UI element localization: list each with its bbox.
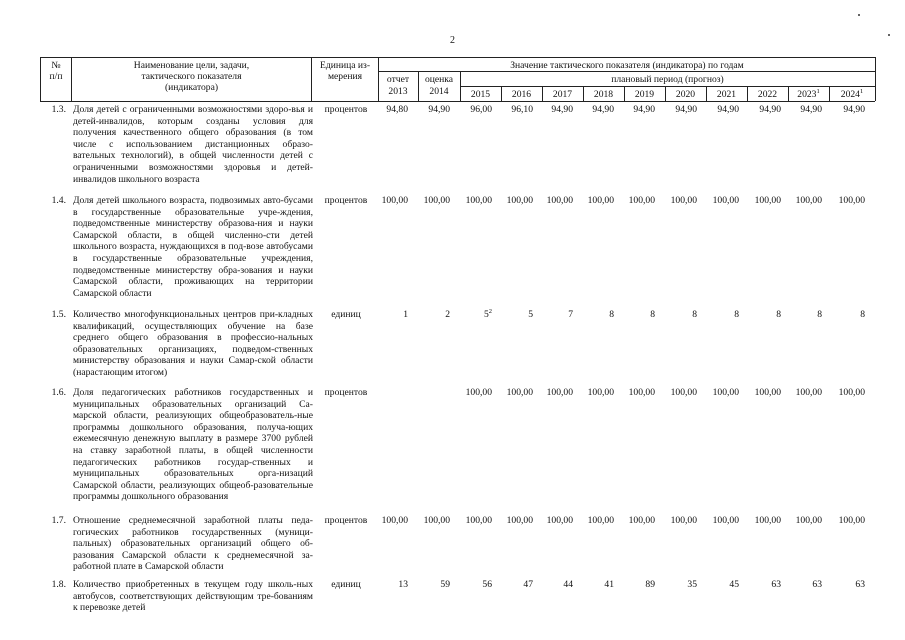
row-number: 1.8. xyxy=(51,579,66,590)
value-2017: 100,00 xyxy=(546,387,573,398)
header-year-2020: 2020 xyxy=(675,89,696,100)
value-2022: 63 xyxy=(771,579,781,590)
value-2017: 94,90 xyxy=(551,104,573,115)
value-2013: 13 xyxy=(398,579,408,590)
header-year-2022: 2022 xyxy=(757,89,778,100)
value-2016: 96,10 xyxy=(511,104,533,115)
indicator-name: Количество приобретенных в текущем году школь-ных автобусов, соответствующих действующим тре-бованиям к перевозке детей xyxy=(73,579,313,614)
value-2024: 100,00 xyxy=(838,195,865,206)
row-number: 1.3. xyxy=(51,104,66,115)
value-2023: 100,00 xyxy=(795,195,822,206)
table-top-border xyxy=(40,57,875,58)
header-year-2017: 2017 xyxy=(552,89,573,100)
value-2020: 100,00 xyxy=(670,195,697,206)
indicator-name: Доля детей школьного возраста, подвозимых авто-бусами в государственные образовательные учре-ждения, подведомственные министерству образова-ния и науки Самарской области, в общей численно-сти детей школьного возраста, нуждающихся в под-возе автобусами в государственные образовательные учреждения, подведомственные министерству обра-зования и науки Самарской области, проживающих на территории Самарской области xyxy=(73,195,313,299)
value-2021: 45 xyxy=(729,579,739,590)
header-unit: Единица из- мерения xyxy=(319,60,371,82)
header-divider xyxy=(71,57,72,101)
header-values-by-year: Значение тактического показателя (индикатора) по годам xyxy=(510,60,744,71)
indicator-unit: процентов xyxy=(324,195,368,206)
value-2016: 47 xyxy=(523,579,533,590)
indicator-name: Отношение среднемесячной заработной платы педа-гогических работников государственных (муници-пальных) образовательных организаций общего об-разования Самарской области к среднемесячной за-работной плате в Самарской области xyxy=(73,515,313,573)
header-report: отчет xyxy=(386,74,410,85)
value-2023: 100,00 xyxy=(795,387,822,398)
indicator-unit: процентов xyxy=(324,387,368,398)
header-year-2024: 2024$^1$ xyxy=(840,88,864,100)
header-year-2021: 2021 xyxy=(716,89,737,100)
header-divider xyxy=(40,57,41,101)
value-2024: 94,90 xyxy=(843,104,865,115)
value-2013: 100,00 xyxy=(381,515,408,526)
value-2024: 100,00 xyxy=(838,387,865,398)
indicator-unit: единиц xyxy=(331,309,361,320)
value-2019: 94,90 xyxy=(633,104,655,115)
row-number: 1.4. xyxy=(51,195,66,206)
value-2024: 63 xyxy=(855,579,865,590)
value-2022: 94,90 xyxy=(759,104,781,115)
value-2015: 100,00 xyxy=(465,387,492,398)
value-2016: 100,00 xyxy=(506,515,533,526)
value-2017: 100,00 xyxy=(546,515,573,526)
value-2021: 8 xyxy=(734,309,739,320)
header-year-2013: 2013 xyxy=(388,86,408,97)
value-2023: 100,00 xyxy=(795,515,822,526)
value-2021: 100,00 xyxy=(712,515,739,526)
header-subrow-line xyxy=(378,71,875,72)
row-number: 1.5. xyxy=(51,309,66,320)
value-2015: 100,00 xyxy=(465,195,492,206)
value-2014: 94,90 xyxy=(428,104,450,115)
value-2013: 100,00 xyxy=(381,195,408,206)
value-2014: 100,00 xyxy=(423,515,450,526)
indicator-name: Количество многофункциональных центров при-кладных квалификаций, осуществляющих обучение на базе среднего общего образования в профессио-нальных образовательных организациях, подведом-ственных министерству образования и науки Самар-ской области (нарастающим итогом) xyxy=(73,309,313,378)
value-2021: 94,90 xyxy=(717,104,739,115)
value-2024: 8 xyxy=(860,309,865,320)
value-2020: 100,00 xyxy=(670,387,697,398)
row-number: 1.6. xyxy=(51,387,66,398)
value-2022: 100,00 xyxy=(754,515,781,526)
value-2023: 8 xyxy=(817,309,822,320)
header-year-2016: 2016 xyxy=(511,89,532,100)
scan-speck xyxy=(858,14,860,16)
header-year-2023: 2023$^1$ xyxy=(797,88,820,100)
header-year-2015: 2015 xyxy=(470,89,491,100)
value-2024: 100,00 xyxy=(838,515,865,526)
value-2020: 100,00 xyxy=(670,515,697,526)
page-number: 2 xyxy=(450,35,455,46)
value-2015: 56 xyxy=(482,579,492,590)
value-2018: 41 xyxy=(604,579,614,590)
value-2019: 100,00 xyxy=(628,387,655,398)
value-2014: 100,00 xyxy=(423,195,450,206)
value-2018: 100,00 xyxy=(587,515,614,526)
value-2021: 100,00 xyxy=(712,387,739,398)
indicator-unit: процентов xyxy=(324,104,368,115)
value-2019: 8 xyxy=(650,309,655,320)
value-2015: 96,00 xyxy=(470,104,492,115)
header-plan-line xyxy=(460,86,875,87)
value-2013: 94,80 xyxy=(386,104,408,115)
value-2020: 35 xyxy=(687,579,697,590)
value-2023: 94,90 xyxy=(800,104,822,115)
scan-speck xyxy=(888,34,890,36)
value-2014: 2 xyxy=(445,309,450,320)
value-2014: 59 xyxy=(440,579,450,590)
value-2016: 100,00 xyxy=(506,195,533,206)
value-2022: 8 xyxy=(776,309,781,320)
header-year-2014: 2014 xyxy=(429,86,449,97)
header-estimate: оценка xyxy=(424,74,454,85)
indicator-unit: единиц xyxy=(331,579,361,590)
header-divider xyxy=(875,57,876,101)
value-2016: 5 xyxy=(528,309,533,320)
value-2018: 94,90 xyxy=(592,104,614,115)
value-2022: 100,00 xyxy=(754,387,781,398)
value-2019: 100,00 xyxy=(628,195,655,206)
value-2022: 100,00 xyxy=(754,195,781,206)
value-2018: 100,00 xyxy=(587,387,614,398)
value-2019: 100,00 xyxy=(628,515,655,526)
header-year-2018: 2018 xyxy=(593,89,614,100)
header-year-2019: 2019 xyxy=(634,89,655,100)
header-bottom-border xyxy=(40,101,875,102)
value-2020: 8 xyxy=(692,309,697,320)
indicator-unit: процентов xyxy=(324,515,368,526)
indicator-name: Доля педагогических работников государственных и муниципальных образовательных организаций Са-марской области, реализующих общеобразователь-ные программы дошкольного образования, получа-ющих ежемесячную денежную выплату в размере 3700 рублей на ставку заработной платы, в общей численности педагогических работников государ-ственных и муниципальных образовательных орга-низаций Самарской области, реализующих общеоб-разовательные программы дошкольного образования xyxy=(73,387,313,503)
value-2017: 44 xyxy=(563,579,573,590)
value-2015: 100,00 xyxy=(465,515,492,526)
year-footnote-mark: 1 xyxy=(816,88,820,95)
indicator-name: Доля детей с ограниченными возможностями здоро-вья и детей-инвалидов, которым созданы условия для получения качественного общего образования (в том числе с использованием дистанционных образо-вательных технологий), в общей численности детей с ограниченными возможностями здоровья и детей-инвалидов школьного возраста xyxy=(73,104,313,185)
value-2020: 94,90 xyxy=(675,104,697,115)
value-2013: 1 xyxy=(403,309,408,320)
header-indicator-name: Наименование цели, задачи, тактического показателя (индикатора) xyxy=(133,60,250,93)
value-footnote-mark: 2 xyxy=(488,308,492,315)
value-2017: 7 xyxy=(568,309,573,320)
value-2017: 100,00 xyxy=(546,195,573,206)
value-2018: 8 xyxy=(609,309,614,320)
year-footnote-mark: 1 xyxy=(859,88,864,95)
header-planned-period: плановый период (прогноз) xyxy=(611,74,724,85)
value-2016: 100,00 xyxy=(506,387,533,398)
value-2015: $5^2$ xyxy=(483,308,492,320)
header-number: № п/п xyxy=(49,60,63,82)
value-2023: 63 xyxy=(812,579,822,590)
row-number: 1.7. xyxy=(51,515,66,526)
value-2021: 100,00 xyxy=(712,195,739,206)
value-2019: 89 xyxy=(645,579,655,590)
value-2018: 100,00 xyxy=(587,195,614,206)
